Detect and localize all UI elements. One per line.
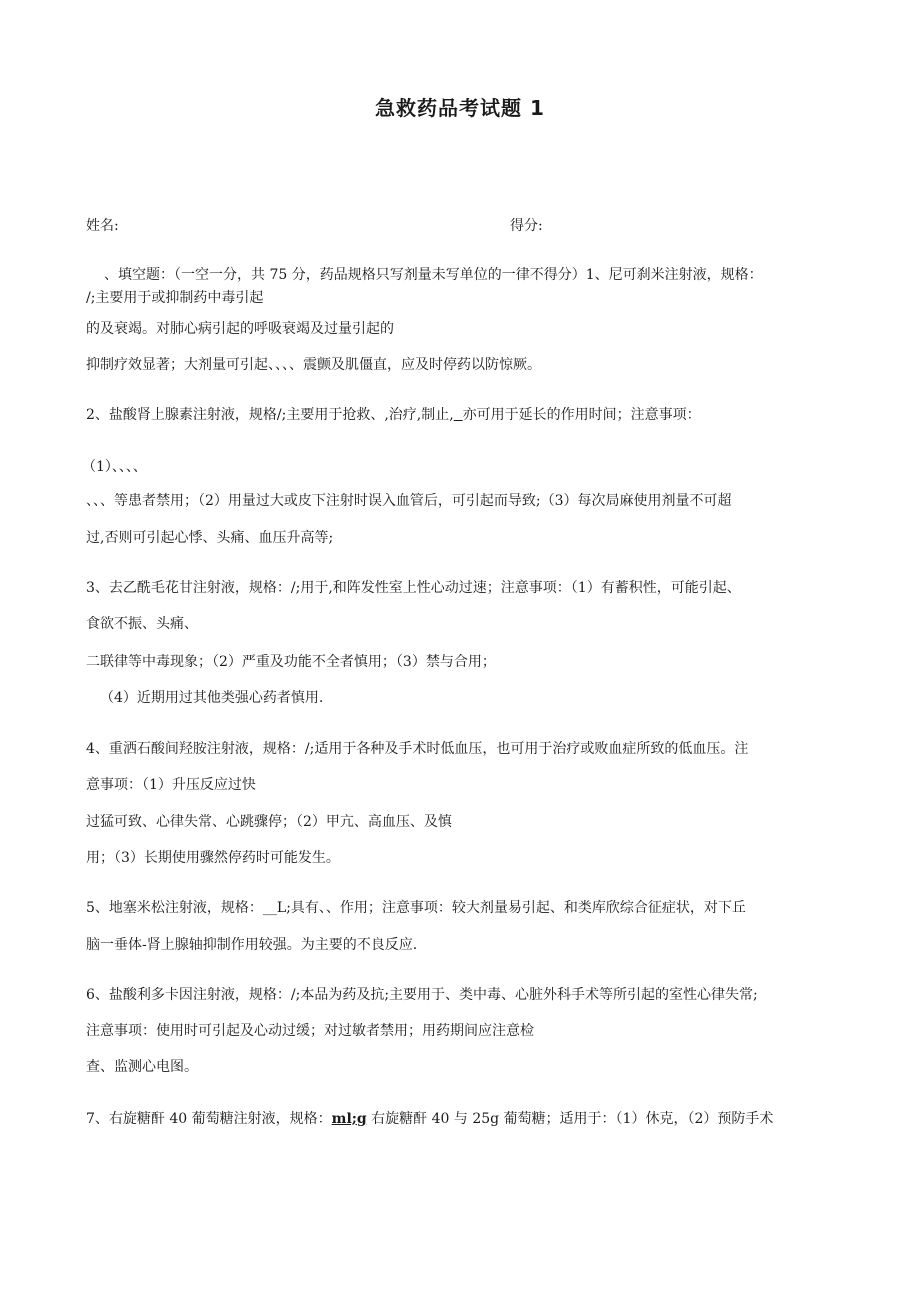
name-label: 姓名:	[86, 218, 119, 234]
question-1-line-3: 的及衰竭。对肺心病引起的呼吸衰竭及过量引起的	[86, 321, 394, 337]
question-2-text-a: 2、盐酸肾上腺素注射液，规格/;主要用于抢救、,治疗,制止,	[86, 407, 454, 423]
question-5-text-a: 5、地塞米松注射液，规格：	[86, 900, 263, 916]
question-5-line-1	[86, 899, 746, 917]
question-6-line-1: 6、盐酸利多卡因注射液，规格：/;本品为药及抗;主要用于、类中毒、心脏外科手术等所引起的室性心律失常;	[86, 987, 758, 1003]
question-2-line-4: 过,否则可引起心悸、头痛、血压升高等;	[86, 530, 334, 546]
question-3-line-1: 3、去乙酰毛花甘注射液，规格：/;用于,和阵发性室上性心动过速；注意事项：（1）有蓄积性，可能引起、	[86, 580, 741, 596]
question-7-text-a: 7、右旋糖酐 40 葡萄糖注射液，规格：	[86, 1111, 332, 1127]
question-2-line-3: 、、、等患者禁用；（2）用量过大或皮下注射时误入血管后，可引起而导致;（3）每次局麻使用剂量不可超	[86, 493, 732, 509]
question-1-line-2: /;主要用于或抑制药中毒引起	[86, 290, 264, 306]
page-title: 急救药品考试题 1	[375, 96, 545, 120]
question-6-line-3: 查、监测心电图。	[86, 1059, 198, 1075]
question-4-line-3: 过猛可致、心律失常、心跳骤停；（2）甲亢、高血压、及慎	[86, 814, 452, 830]
question-3-line-3: 二联律等中毒现象；（2）严重及功能不全者慎用；（3）禁与合用；	[86, 654, 496, 670]
section-heading: 、填空题：（一空一分，共 75 分，药品规格只写剂量未写单位的一律不得分）1、尼可刹米注射液，规格：	[104, 267, 763, 283]
question-7-text-b: 右旋糖酐 40 与 25g 葡萄糖；适用于：（1）休克，（2）预防手术	[366, 1111, 774, 1127]
question-6-line-2: 注意事项：使用时可引起及心动过缓；对过敏者禁用；用药期间应注意检	[86, 1023, 534, 1039]
question-4-line-2: 意事项：（1）升压反应过快	[86, 777, 256, 793]
question-2-blank	[454, 407, 463, 423]
question-5-spec: __L	[262, 900, 287, 916]
question-5-line-2: 脑一垂体-肾上腺轴抑制作用较强。为主要的不良反应.	[86, 937, 418, 953]
question-4-line-1: 4、重洒石酸间羟胺注射液，规格：/;适用于各种及手术时低血压，也可用于治疗或败血症所致的低血压。注	[86, 741, 749, 757]
question-4-line-4: 用；（3）长期使用骤然停药时可能发生。	[86, 850, 340, 866]
question-2-line-2: （1）、、、、	[82, 459, 147, 475]
score-label: 得分:	[510, 218, 543, 234]
question-1-line-4: 抑制疗效显著；大剂量可引起、、、、震颤及肌僵直，应及时停药以防惊厥。	[86, 357, 541, 373]
question-3-line-4: （4）近期用过其他类强心药者慎用.	[100, 690, 324, 706]
question-5-text-b: ;具有、、作用；注意事项：较大剂量易引起、和类库欣综合征症状，对下丘	[286, 900, 746, 916]
question-2-text-b: 亦可用于延长的作用时间；注意事项：	[462, 407, 701, 423]
question-7-line-1	[86, 1110, 773, 1128]
question-2-line-1	[86, 406, 701, 424]
question-3-line-2: 食欲不振、头痛、	[86, 616, 198, 632]
question-7-spec-unit: ml;g	[331, 1111, 367, 1127]
